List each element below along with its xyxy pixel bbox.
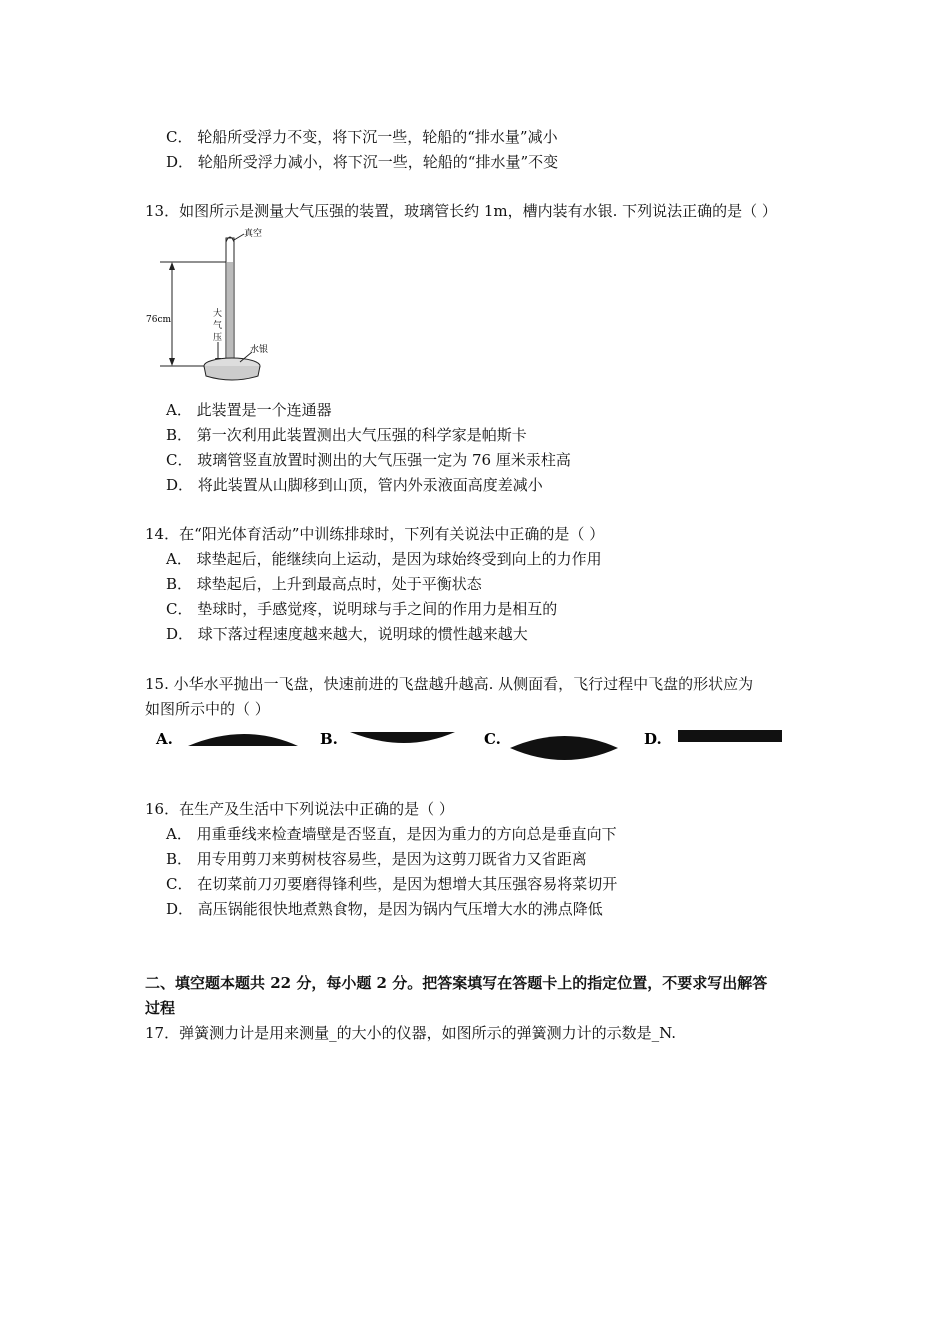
- frisbee-choices-figure: [150, 722, 800, 772]
- section2-heading-line1: 二、填空题本题共 22 分，每小题 2 分。把答案填写在答题卡上的指定位置，不要求写出解答: [145, 974, 768, 992]
- q15-stem-line2: 如图所示中的（ ）: [145, 700, 270, 718]
- pressure-label-3: 压: [213, 333, 223, 343]
- choice-b-label: B.: [320, 730, 338, 748]
- q14-option-a: A． 球垫起后，能继续向上运动，是因为球始终受到向上的力作用: [166, 550, 602, 568]
- q16-option-b: B． 用专用剪刀来剪树枝容易些，是因为这剪刀既省力又省距离: [166, 850, 587, 868]
- frisbee-shape-d: [678, 730, 782, 742]
- q13-option-d: D． 将此装置从山脚移到山顶，管内外汞液面高度差减小: [166, 476, 543, 494]
- choice-d-label: D.: [644, 730, 662, 748]
- frisbee-shape-a: [188, 734, 298, 746]
- q16-option-a: A． 用重垂线来检查墙壁是否竖直，是因为重力的方向总是垂直向下: [166, 825, 617, 843]
- q16-option-c: C． 在切菜前刀刃要磨得锋利些，是因为想增大其压强容易将菜切开: [166, 875, 618, 893]
- q17-stem: 17．弹簧测力计是用来测量_的大小的仪器，如图所示的弹簧测力计的示数是_N.: [145, 1024, 677, 1042]
- frisbee-shape-c: [510, 736, 618, 760]
- choice-c-label: C.: [484, 730, 501, 748]
- vacuum-label: 真空: [244, 229, 263, 239]
- pressure-label-2: 气: [213, 321, 223, 331]
- q13-option-a: A． 此装置是一个连通器: [166, 401, 332, 419]
- q14-option-b: B． 球垫起后，上升到最高点时，处于平衡状态: [166, 575, 482, 593]
- q16-option-d: D． 高压锅能很快地煮熟食物，是因为锅内气压增大水的沸点降低: [166, 900, 603, 918]
- option-c-prev: C． 轮船所受浮力不变，将下沉一些，轮船的“排水量”减小: [166, 128, 558, 146]
- q14-stem: 14．在“阳光体育活动”中训练排球时，下列有关说法中正确的是（ ）: [145, 525, 605, 543]
- q15-stem-line1: 15. 小华水平抛出一飞盘，快速前进的飞盘越升越高. 从侧面看，飞行过程中飞盘的形状应为: [145, 675, 754, 693]
- q14-option-d: D． 球下落过程速度越来越大，说明球的惯性越来越大: [166, 625, 528, 643]
- q13-stem: 13．如图所示是测量大气压强的装置，玻璃管长约 1m，槽内装有水银. 下列说法正确的是（ ）: [145, 202, 777, 220]
- height-label: 76cm: [146, 315, 172, 325]
- pressure-label-1: 大: [213, 309, 223, 319]
- q14-option-c: C． 垫球时，手感觉疼，说明球与手之间的作用力是相互的: [166, 600, 558, 618]
- q13-option-c: C． 玻璃管竖直放置时测出的大气压强一定为 76 厘米汞柱高: [166, 451, 571, 469]
- section2-heading-line2: 过程: [145, 999, 176, 1017]
- mercury-label: 水银: [250, 345, 269, 355]
- option-d-prev: D． 轮船所受浮力减小，将下沉一些，轮船的“排水量”不变: [166, 153, 559, 171]
- barometer-figure: [140, 224, 280, 384]
- q13-option-b: B． 第一次利用此装置测出大气压强的科学家是帕斯卡: [166, 426, 527, 444]
- q16-stem: 16．在生产及生活中下列说法中正确的是（ ）: [145, 800, 454, 818]
- frisbee-shape-b: [350, 732, 455, 743]
- choice-a-label: A.: [156, 730, 173, 748]
